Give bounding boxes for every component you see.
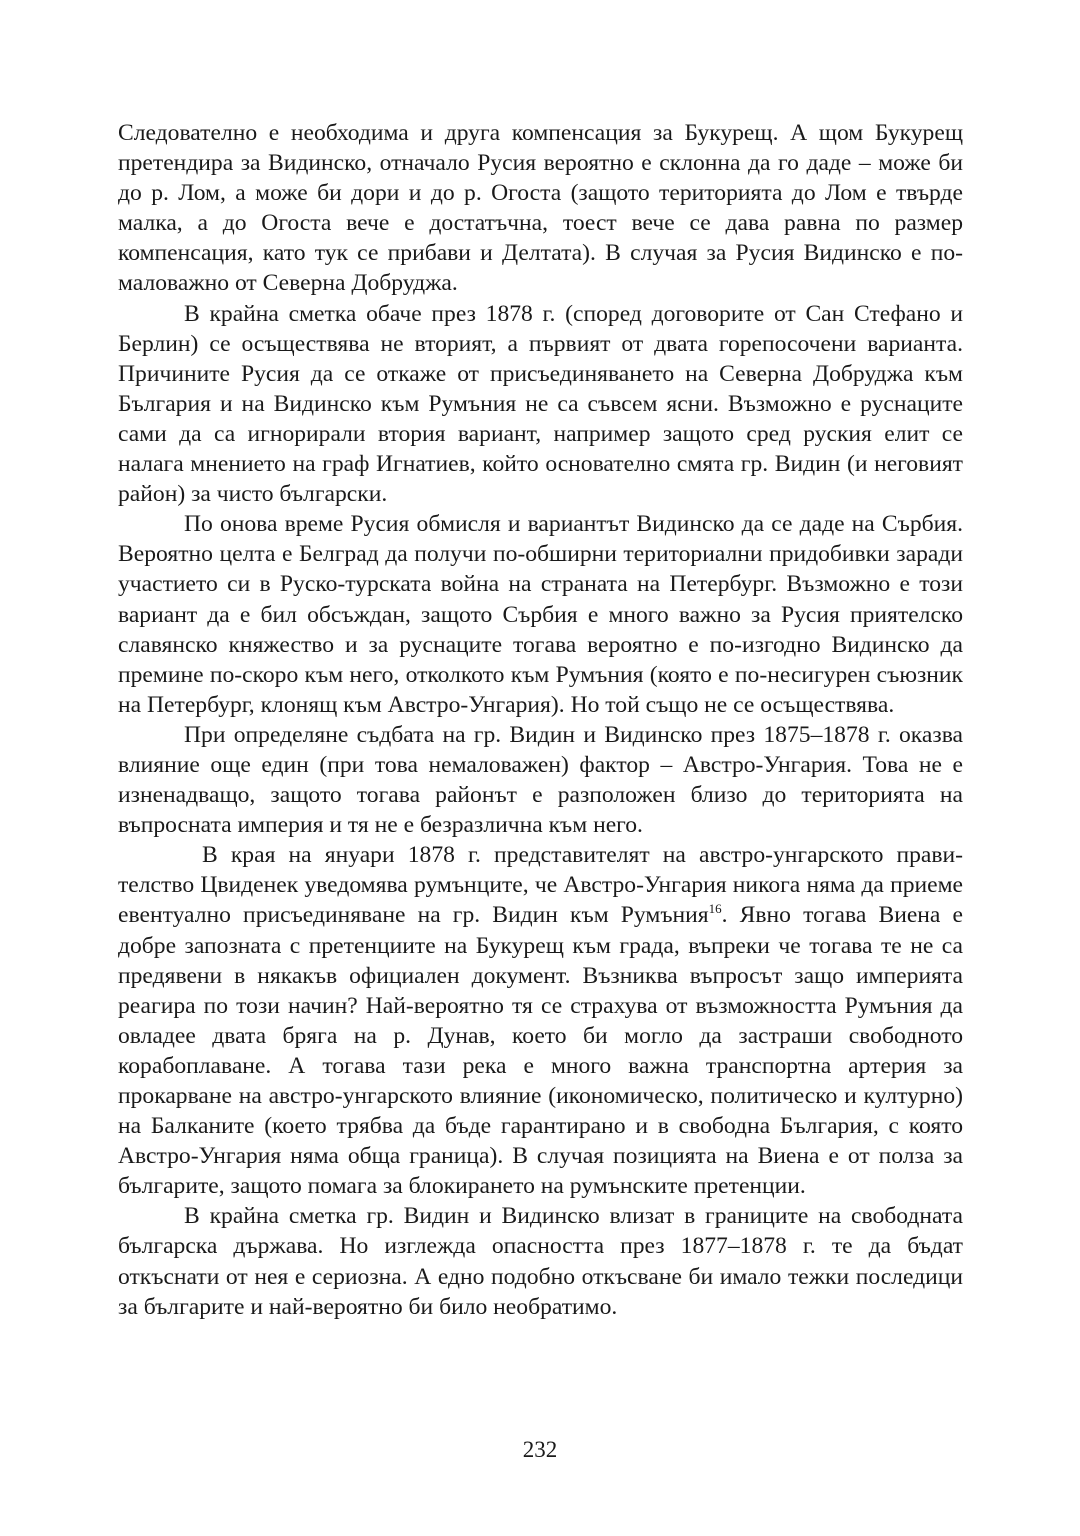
paragraph-6: В крайна сметка гр. Видин и Видинско влизат в границите на свободната българска държава. Но изглежда опасността през 1877–1878 г. те да бъдат откъснати от нея е сериозна. А едно подобно откъсване би имало тежки последици за българите и най-вероятно би било необратимо. bbox=[118, 1203, 963, 1320]
page-number: 232 bbox=[522, 1437, 558, 1462]
paragraph-2: В крайна сметка обаче през 1878 г. (според договорите от Сан Стефано и Берлин) се осъществява не вторият, а първият от двата горепосочени варианта. Причините Русия да се откаже от присъединяването на Северна Добруджа към България и на Видинско към Румъния не са съвсем ясни. Възможно е руснаците сами да са игнорирали втория вариант, например защото сред руския елит се налага мнението на граф Игнатиев, който основателно смята гр. Видин (и неговият район) за чисто български. bbox=[118, 300, 963, 508]
paragraph-5-after-note: . Явно тогава Виена е добре запозната с претенциите на Букурещ към града, въпреки че тогава те не са предявени в някакъв официален документ. Възниква въпросът защо империята реагира по този начин? Най-вероятно тя се страхува от възможността Румъния да овладее двата бряга на р. Дунав, което би могло да застраши свободното корабоплаване. А тогава тази река е много важна транспортна артерия за прокарване на австро-унгарското влияние (икономическо, политическо и културно) на Балканите (което трябва да бъде гарантирано и в свободна България, с която Австро-Унгария няма обща граница). В случая позицията на Виена е от полза за българите, защото помага за блокирането на румънските претенции. bbox=[118, 902, 963, 1200]
page-body bbox=[118, 118, 963, 1322]
paragraph-5-before-note: В края на януари 1878 г. представителят на австро-унгарското правителство Цвиденек уведомява румънците, че Австро-Унгария никога няма да приеме евентуално присъединяване на гр. Видин към Румъния bbox=[118, 842, 963, 929]
footnote-ref-16[interactable]: 16 bbox=[708, 901, 722, 917]
paragraph-3: По онова време Русия обмисля и вариантът Видинско да се даде на Сърбия. Вероятно целта е Белград да получи по-обширни териториални придобивки заради участието си в Руско-турската война на страната на Петербург. Възможно е този вариант да е бил обсъждан, защото Сърбия е много важно за Русия приятелско славянско княжество и за руснаците тогава вероятно е по-изгодно Видинско да премине по-скоро към него, отколкото към Румъния (която е по-несигурен съюзник на Петербург, клонящ към Австро-Унгария). Но той също не се осъществява. bbox=[118, 511, 963, 718]
paragraph-4: При определяне съдбата на гр. Видин и Видинско през 1875–1878 г. оказва влияние още един (при това немаловажен) фактор – Австро-Унгария. Това не е изненадващо, защото тогава районът е разположен близо до територията на въпросната империя и тя не е безразлична към него. bbox=[118, 721, 963, 839]
paragraph-5 bbox=[118, 840, 963, 1201]
paragraph-1: Следователно е необходима и друга компенсация за Букурещ. А щом Букурещ претендира за Видинско, отначало Русия вероятно е склонна да го даде – може би до р. Лом, а може би дори и до р. Огоста (защото територията до Лом е твърде малка, а до Огоста вече е достатъчна, тоест вече се дава равна по размер компенсация, като тук се прибави и Делтата). В случая за Русия Видинско е по-маловажно от Северна Добруджа. bbox=[118, 120, 963, 297]
